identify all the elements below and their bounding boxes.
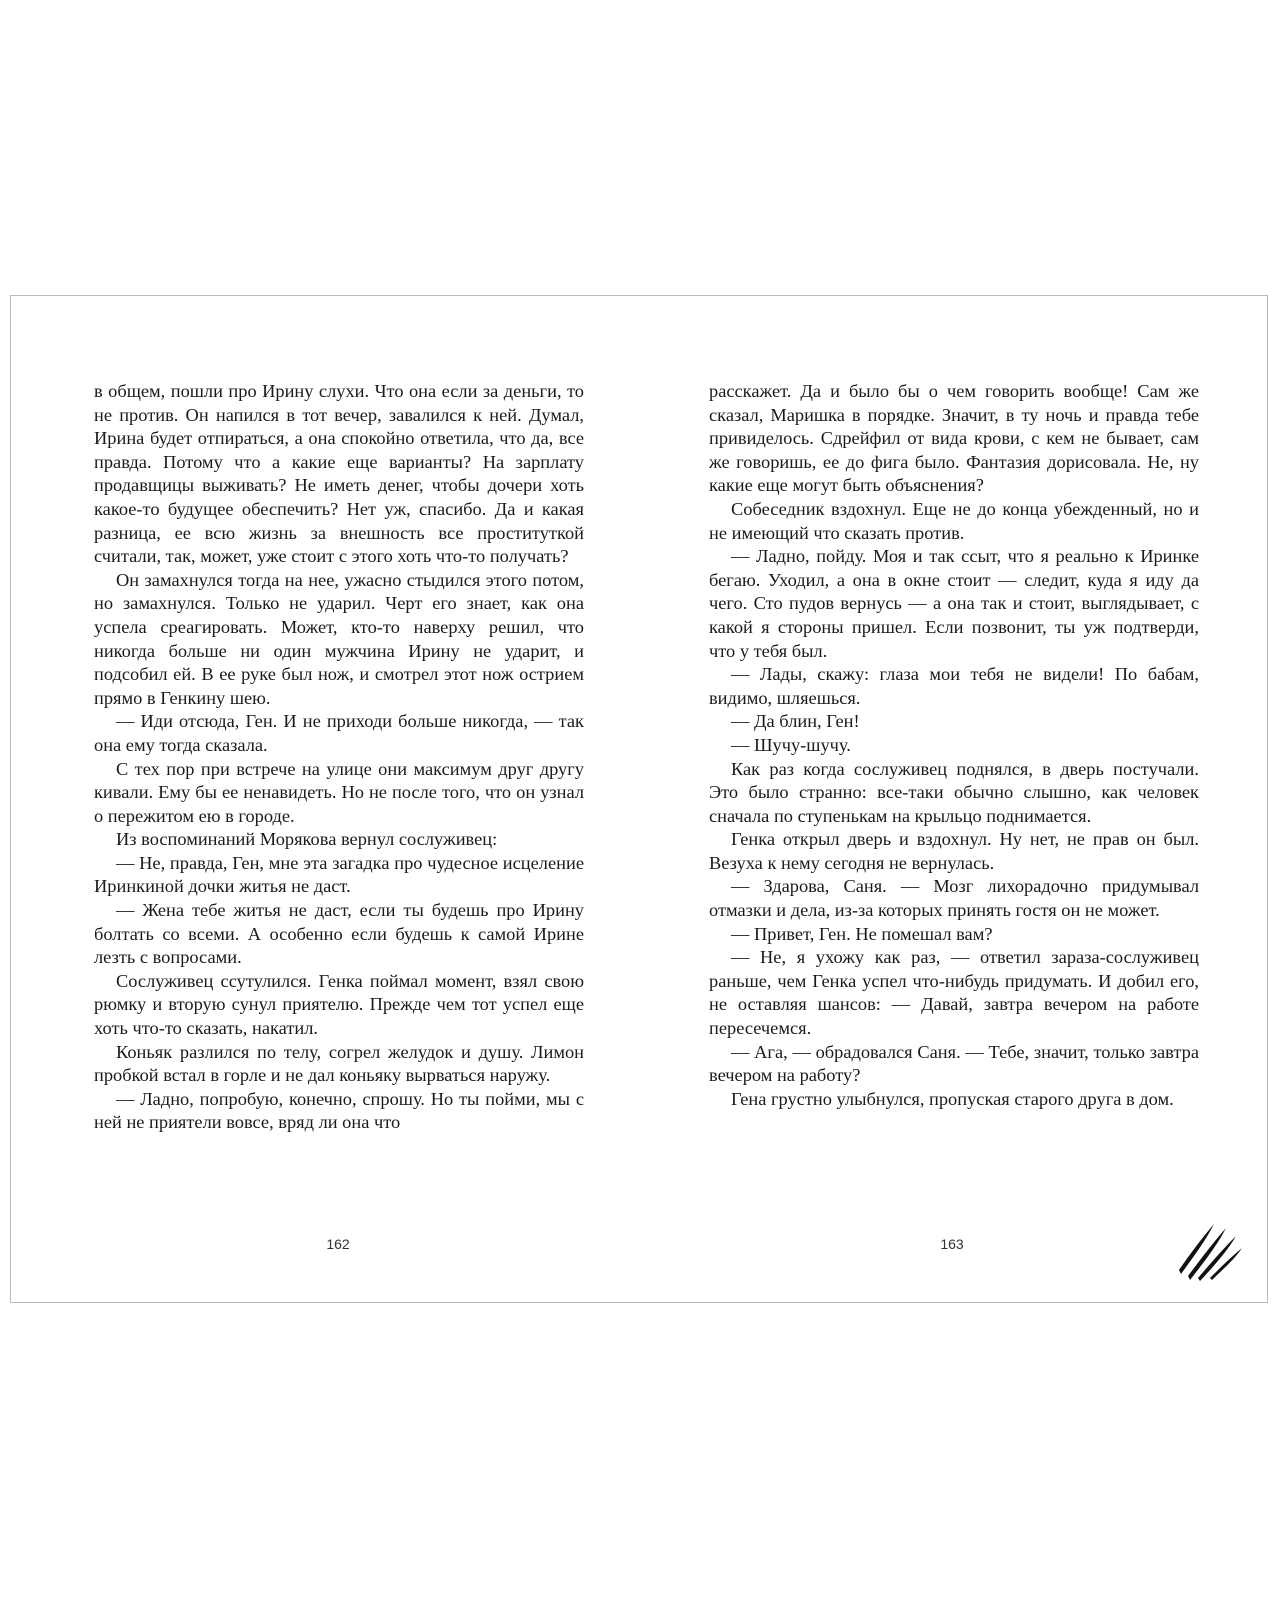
- paragraph: — Иди отсюда, Ген. И не приходи больше никогда, — так она ему тогда сказала.: [94, 711, 584, 755]
- paragraph: — Не, правда, Ген, мне эта загадка про чудесное исцеление Иринкиной дочки житья не даст.: [94, 852, 584, 897]
- paragraph: С тех пор при встрече на улице они максимум друг другу кивали. Ему бы ее ненавидеть. Но не после того, что он узнал о пережитом ею в городе.: [94, 758, 584, 826]
- page-number-left: 162: [326, 1236, 350, 1252]
- page-number-right: 163: [940, 1236, 964, 1252]
- paragraph: — Да блин, Ген!: [731, 711, 860, 732]
- paragraph: — Ладно, попробую, конечно, спрошу. Но ты пойми, мы с ней не приятели вовсе, вряд ли она что: [94, 1088, 584, 1133]
- paragraph: — Шучу-шучу.: [731, 734, 851, 755]
- paragraph: — Не, я ухожу как раз, — ответил зараза-сослуживец раньше, чем Генка успел что-нибудь придумать. И добил его, не оставляя шансов: — Давай, завтра вечером на работе пересечемся.: [709, 947, 1199, 1039]
- paragraph: — Ага, — обрадовался Саня. — Тебе, значит, только завтра вечером на работу?: [709, 1041, 1199, 1086]
- left-page-text: [94, 380, 584, 1135]
- paragraph: Он замахнулся тогда на нее, ужасно стыдился этого потом, но замахнулся. Только не ударил. Черт его знает, как она успела среагировать. Может, кто-то наверху решил, что никогда больше ни один мужчина Ирину не ударит, и подсобил ей. В ее руке был нож, и смотрел этот нож острием прямо в Генкину шею.: [94, 569, 584, 708]
- paragraph: — Привет, Ген. Не помешал вам?: [731, 923, 993, 944]
- paragraph: Из воспоминаний Морякова вернул сослуживец:: [116, 829, 498, 850]
- paragraph: — Лады, скажу: глаза мои тебя не видели! По бабам, видимо, шляешься.: [709, 664, 1199, 708]
- paragraph: — Ладно, пойду. Моя и так ссыт, что я реально к Иринке бегаю. Уходил, а она в окне стоит — следит, куда я иду да чего. Сто пудов вернусь — а она так и стоит, выглядывает, с какой я стороны пришел. Если позвонит, ты уж подтверди, что у тебя был.: [709, 546, 1199, 661]
- paragraph: в общем, пошли про Ирину слухи. Что она если за деньги, то не против. Он напился в тот вечер, завалился к ней. Думал, Ирина будет отпираться, а она спокойно ответила, что да, все правда. Потому что а какие еще варианты? На зарплату продавщицы выживать? Не иметь денег, чтобы дочери хоть какое-то будущее обеспечить? Нет уж, спасибо. Да и какая разница, ее всю жизнь за внешность все проституткой считали, так, может, уже стоит с этого хоть что-то получать?: [94, 381, 584, 567]
- paragraph: Коньяк разлился по телу, согрел желудок и душу. Лимон пробкой встал в горле и не дал коньяку вырваться наружу.: [94, 1041, 584, 1086]
- book-spread: [10, 295, 1268, 1303]
- paragraph: — Жена тебе житья не даст, если ты будешь про Ирину болтать со всеми. А особенно если будешь к самой Ирине лезть с вопросами.: [94, 900, 584, 968]
- claw-scratch-icon: [1176, 1214, 1246, 1282]
- paragraph: расскажет. Да и было бы о чем говорить вообще! Сам же сказал, Маришка в порядке. Значит, в ту ночь и правда тебе привиделось. Сдрейфил от вида крови, с кем не бывает, сам же говоришь, ее до фига было. Фантазия дорисовала. Не, ну какие еще могут быть объяснения?: [709, 381, 1199, 496]
- paragraph: Собеседник вздохнул. Еще не до конца убежденный, но и не имеющий что сказать против.: [709, 498, 1199, 543]
- right-page-text: [709, 380, 1199, 1111]
- paragraph: Генка открыл дверь и вздохнул. Ну нет, не прав он был. Везуха к нему сегодня не вернулась.: [709, 829, 1199, 873]
- paragraph: — Здарова, Саня. — Мозг лихорадочно придумывал отмазки и дела, из-за которых принять гостя он не может.: [709, 876, 1199, 921]
- paragraph: Гена грустно улыбнулся, пропуская старого друга в дом.: [731, 1088, 1174, 1109]
- paragraph: Как раз когда сослуживец поднялся, в дверь постучали. Это было странно: все-таки обычно слышно, как человек сначала по ступенькам на крыльцо поднимается.: [709, 758, 1199, 826]
- paragraph: Сослуживец ссутулился. Генка поймал момент, взял свою рюмку и вторую сунул приятелю. Прежде чем тот успел еще хоть что-то сказать, накатил.: [94, 970, 584, 1039]
